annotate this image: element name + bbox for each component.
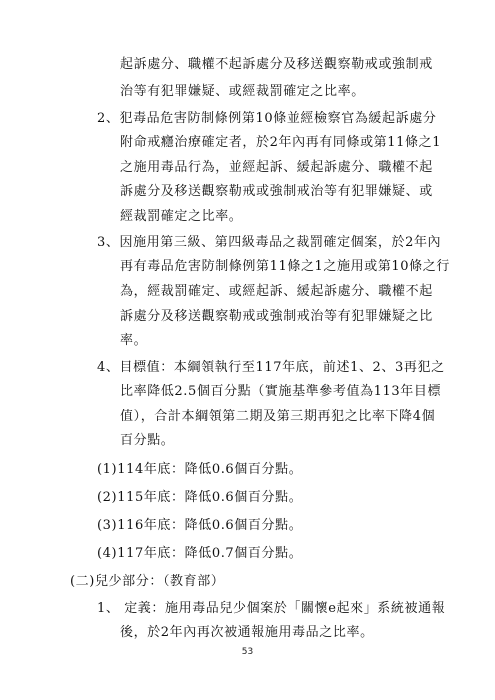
text-line: 之施用毒品行為，並經起訴、緩起訴處分、職權不起 — [120, 160, 433, 175]
text-line: 起訴處分、職權不起訴處分及移送觀察勒戒或強制戒 — [120, 57, 433, 72]
text-line: 後，於2年內再次被通報施用毒品之比率。 — [120, 625, 374, 640]
text-line: 附命戒癮治療確定者，於2年內再有同條或第11條之1 — [120, 135, 442, 150]
list-item-1: 1、 定義：施用毒品兒少個案於「關懷e起來」系統被通報 — [97, 601, 446, 616]
sub-item: (2)115年底：降低0.6個百分點。 — [97, 490, 303, 505]
list-item-4: 4、目標值：本綱領執行至117年底，前述1、2、3再犯之 — [97, 360, 445, 375]
text-line: 訴處分及移送觀察勒戒或強制戒治等有犯罪嫌疑、或 — [120, 184, 433, 199]
text-line: 比率降低2.5個百分點（實施基準參考值為113年目標 — [120, 384, 442, 399]
sub-item: (1)114年底：降低0.6個百分點。 — [97, 462, 303, 477]
text-line: 百分點。 — [120, 433, 175, 448]
sub-item: (3)116年底：降低0.6個百分點。 — [97, 518, 303, 533]
list-item-2: 2、犯毒品危害防制條例第10條並經檢察官為緩起訴處分 — [97, 111, 437, 126]
text-line: 治等有犯罪嫌疑、或經裁罰確定之比率。 — [120, 84, 365, 99]
sub-item: (4)117年底：降低0.7個百分點。 — [97, 546, 303, 561]
text-line: 訴處分及移送觀察勒戒或強制戒治等有犯罪嫌疑之比 — [120, 309, 433, 324]
section-heading: (二)兒少部分：（教育部） — [70, 574, 225, 589]
page-number: 53 — [241, 647, 254, 657]
text-line: 為，經裁罰確定、或經起訴、緩起訴處分、職權不起 — [120, 284, 433, 299]
text-line: 值），合計本綱領第二期及第三期再犯之比率下降4個 — [120, 409, 436, 424]
text-line: 再有毒品危害防制條例第11條之1之施用或第10條之行 — [120, 259, 450, 274]
list-item-3: 3、因施用第三級、第四級毒品之裁罰確定個案，於2年內 — [97, 235, 442, 250]
text-line: 率。 — [120, 333, 148, 348]
text-line: 經裁罰確定之比率。 — [120, 209, 243, 224]
